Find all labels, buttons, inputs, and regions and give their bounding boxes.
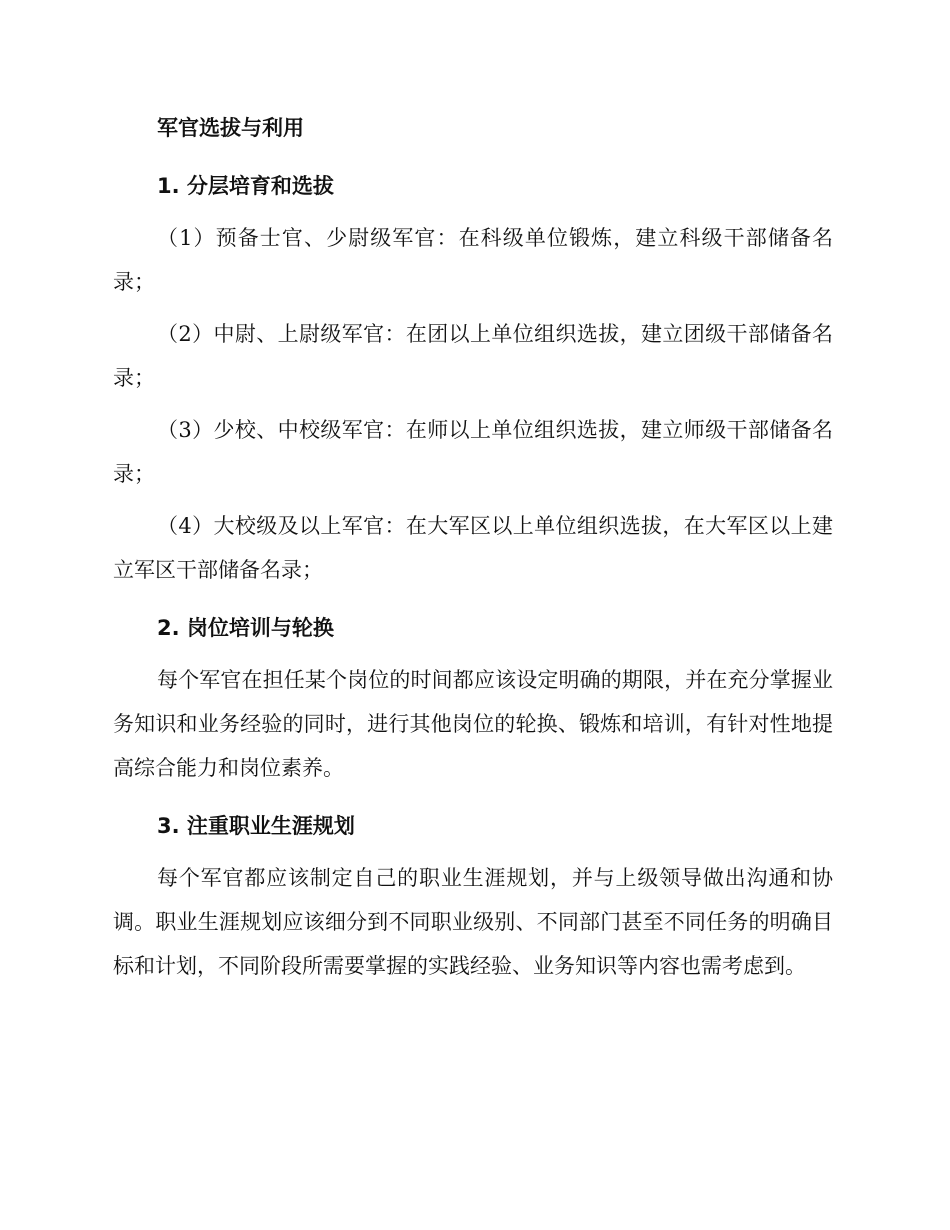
rank-list xyxy=(113,216,833,592)
section-career-planning xyxy=(113,804,833,988)
list-item: （3）少校、中校级军官：在师以上单位组织选拔，建立师级干部储备名录； xyxy=(113,418,833,486)
document-body xyxy=(113,106,833,988)
section-layered-cultivation xyxy=(113,164,833,592)
section-heading: 1. 分层培育和选拔 xyxy=(157,174,334,198)
section-job-rotation xyxy=(113,606,833,790)
section-heading: 3. 注重职业生涯规划 xyxy=(157,814,355,838)
list-item: （1）预备士官、少尉级军官：在科级单位锻炼，建立科级干部储备名录； xyxy=(113,226,833,294)
list-item: （4）大校级及以上军官：在大军区以上单位组织选拔，在大军区以上建立军区干部储备名录； xyxy=(113,514,833,582)
body-paragraph: 每个军官在担任某个岗位的时间都应该设定明确的期限，并在充分掌握业务知识和业务经验的同时，进行其他岗位的轮换、锻炼和培训，有针对性地提高综合能力和岗位素养。 xyxy=(113,668,833,780)
section-heading: 2. 岗位培训与轮换 xyxy=(157,616,334,640)
body-paragraph: 每个军官都应该制定自己的职业生涯规划，并与上级领导做出沟通和协调。职业生涯规划应该细分到不同职业级别、不同部门甚至不同任务的明确目标和计划，不同阶段所需要掌握的实践经验、业务知识等内容也需考虑到。 xyxy=(113,866,833,978)
list-item: （2）中尉、上尉级军官：在团以上单位组织选拔，建立团级干部储备名录； xyxy=(113,322,833,390)
document-title: 军官选拔与利用 xyxy=(157,116,304,140)
